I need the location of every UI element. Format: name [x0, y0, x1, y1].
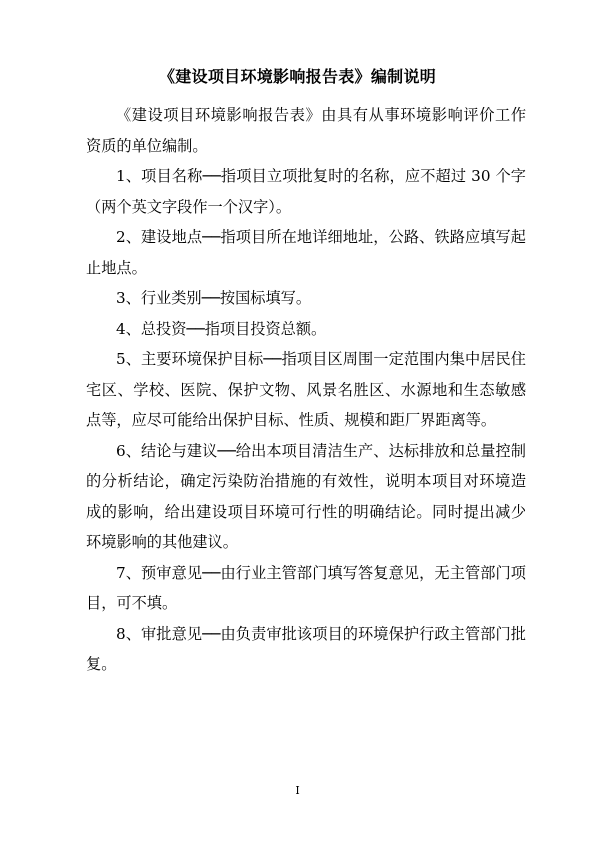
page-number: I — [295, 784, 300, 797]
paragraph-item-7: 7、预审意见──由行业主管部门填写答复意见，无主管部门项目，可不填。 — [86, 563, 526, 612]
paragraph-item-2: 2、建设地点──指项目所在地详细地址，公路、铁路应填写起止地点。 — [86, 228, 526, 277]
document-body — [86, 100, 526, 680]
paragraph-item-3: 3、行业类别──按国标填写。 — [116, 289, 312, 307]
paragraph-intro: 《建设项目环境影响报告表》由具有从事环境影响评价工作资质的单位编制。 — [86, 106, 526, 155]
paragraph-item-8: 8、审批意见──由负责审批该项目的环境保护行政主管部门批复。 — [86, 624, 526, 673]
paragraph-item-1: 1、项目名称──指项目立项批复时的名称，应不超过 30 个字（两个英文字段作一个汉字）。 — [86, 167, 526, 216]
paragraph-item-6: 6、结论与建议──给出本项目清洁生产、达标排放和总量控制的分析结论，确定污染防治措施的有效性，说明本项目对环境造成的影响，给出建设项目环境可行性的明确结论。同时提出减少环境影响的其他建议。 — [86, 441, 526, 551]
paragraph-item-4: 4、总投资──指项目投资总额。 — [116, 319, 327, 338]
document-title: 《建设项目环境影响报告表》编制说明 — [158, 67, 437, 86]
paragraph-item-5: 5、主要环境保护目标──指项目区周围一定范围内集中居民住宅区、学校、医院、保护文物、风景名胜区、水源地和生态敏感点等，应尽可能给出保护目标、性质、规模和距厂界距离等。 — [86, 350, 526, 429]
